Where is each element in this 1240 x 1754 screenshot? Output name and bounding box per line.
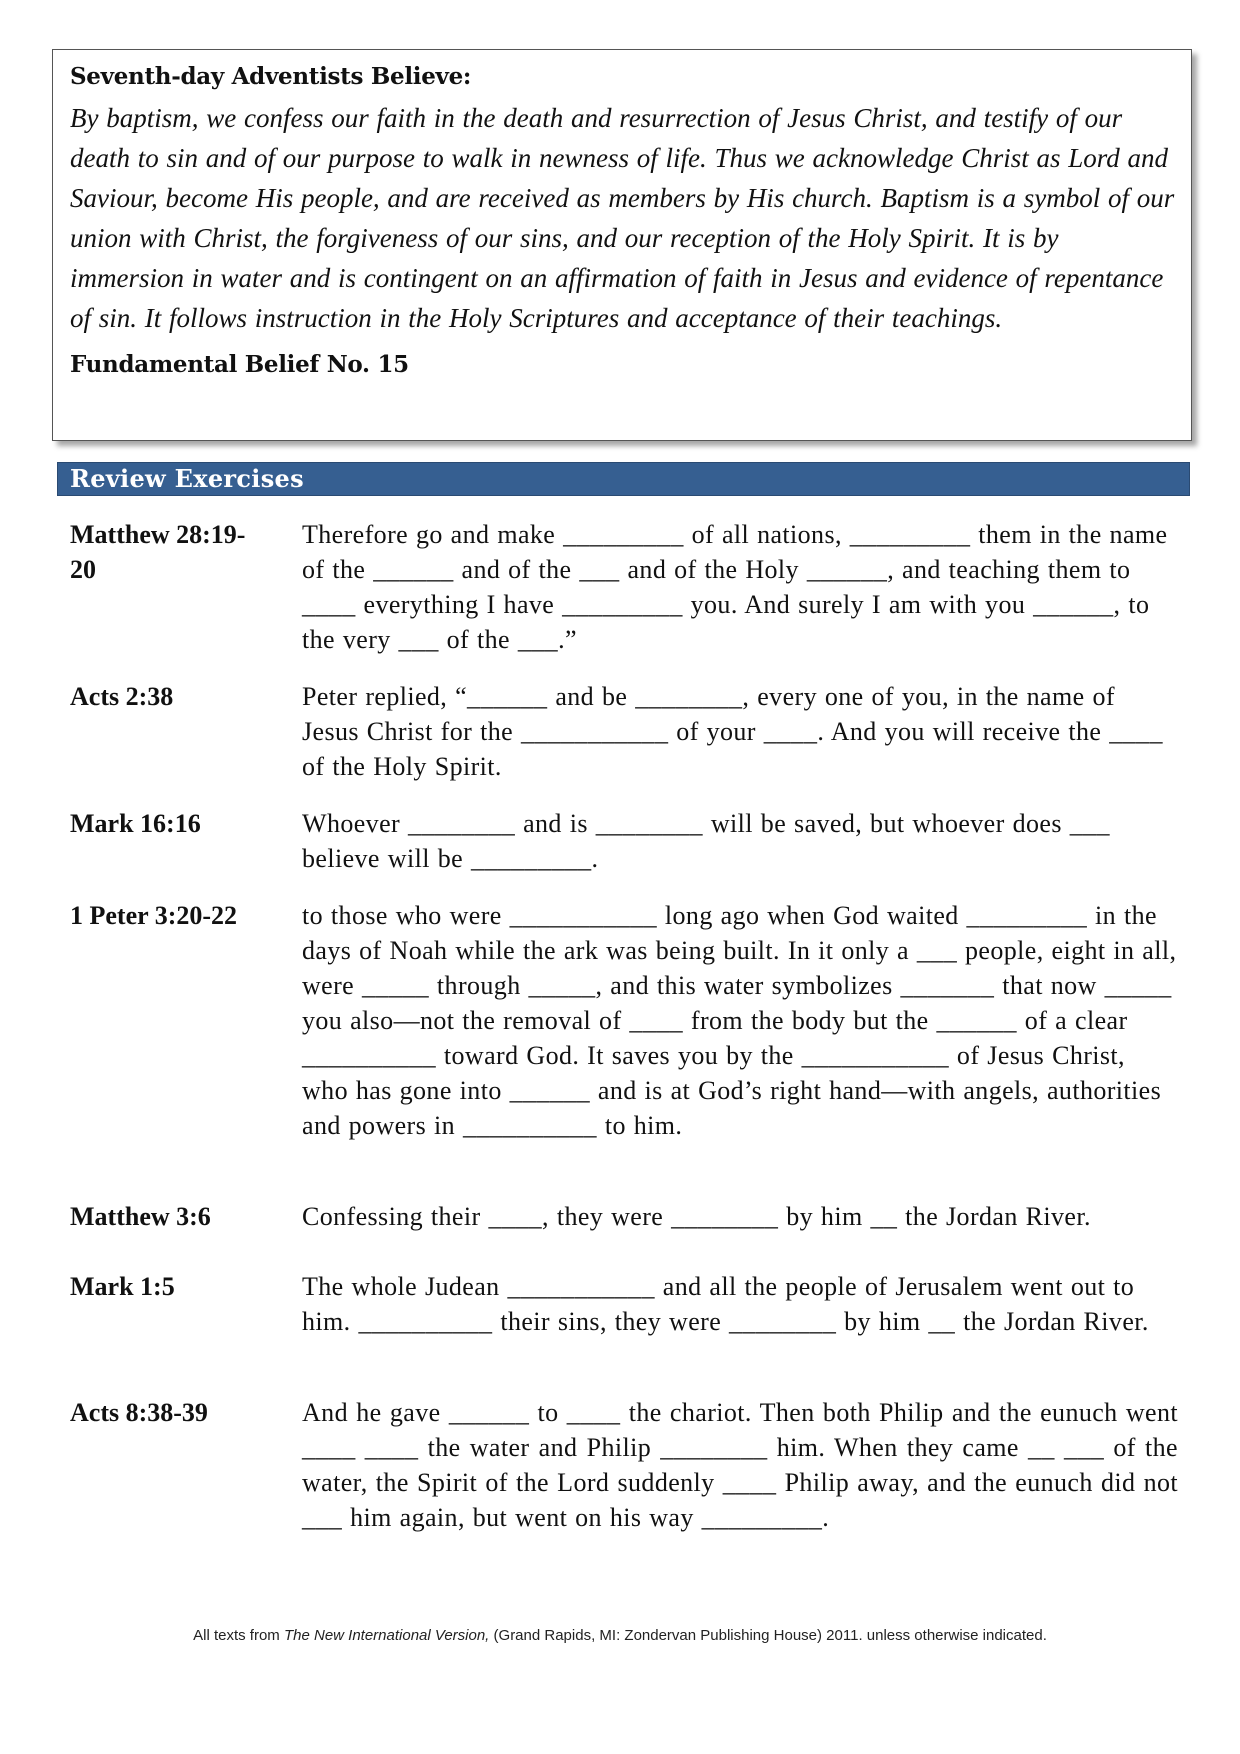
exercise-text: to those who were ___________ long ago when God waited _________ in the days of Noah while the ark was being built. In it only a ___ people, eight in all, were _____ through _____, and this water symbolizes _______ that now _____ you also—not the removal of ____ from the body but the ______ of a clear __________ toward God. It saves you by the ___________ of Jesus Christ, who has gone into ______ and is at God’s right hand—with angels, authorities and powers in __________ to him. bbox=[302, 901, 1177, 1140]
exercise-reference: Acts 2:38 bbox=[70, 682, 174, 711]
exercise-reference: Acts 8:38-39 bbox=[70, 1398, 208, 1427]
exercise-reference: 1 Peter 3:20-22 bbox=[70, 901, 238, 930]
exercise-text: Confessing their ____, they were ________ by him __ the Jordan River. bbox=[302, 1202, 1091, 1231]
review-exercises-heading: Review Exercises bbox=[57, 462, 1190, 496]
belief-box bbox=[52, 49, 1192, 441]
exercise-reference: Matthew 28:19-20 bbox=[70, 520, 246, 584]
belief-reference: Fundamental Belief No. 15 bbox=[70, 351, 409, 378]
footnote-suffix: (Grand Rapids, MI: Zondervan Publishing House) 2011. unless otherwise indicated. bbox=[489, 1627, 1047, 1644]
exercise-reference: Mark 16:16 bbox=[70, 809, 201, 838]
exercise-text: And he gave ______ to ____ the chariot. Then both Philip and the eunuch went ____ ____ the water and Philip ________ him. When they came __ ___ of the water, the Spirit of the Lord suddenly ____ Philip away, and the eunuch did not ___ him again, but went on his way _________. bbox=[302, 1398, 1178, 1532]
exercise-reference: Mark 1:5 bbox=[70, 1272, 175, 1301]
exercise-text: Whoever ________ and is ________ will be saved, but whoever does ___ believe will be _________. bbox=[302, 809, 1110, 873]
footnote-source-title: The New International Version, bbox=[283, 1627, 490, 1644]
exercise-text: Therefore go and make _________ of all nations, _________ them in the name of the ______ and of the ___ and of the Holy ______, and teaching them to ____ everything I have _________ you. And surely I am with you ______, to the very ___ of the ___.” bbox=[302, 520, 1168, 654]
exercise-reference: Matthew 3:6 bbox=[70, 1202, 211, 1231]
exercise-text: Peter replied, “______ and be ________, every one of you, in the name of Jesus Christ for the ___________ of your ____. And you will receive the ____ of the Holy Spirit. bbox=[302, 682, 1163, 781]
exercise-text: The whole Judean ___________ and all the people of Jerusalem went out to him. __________ their sins, they were ________ by him __ the Jordan River. bbox=[302, 1272, 1149, 1336]
footnote bbox=[0, 1627, 1240, 1644]
footnote-prefix: All texts from bbox=[193, 1627, 284, 1644]
belief-body: By baptism, we confess our faith in the death and resurrection of Jesus Christ, and testify of our death to sin and of our purpose to walk in newness of life. Thus we acknowledge Christ as Lord and Saviour, become His people, and are received as members by His church. Baptism is a symbol of our union with Christ, the forgiveness of our sins, and our reception of the Holy Spirit. It is by immersion in water and is contingent on an affirmation of faith in Jesus and evidence of repentance of sin. It follows instruction in the Holy Scriptures and acceptance of their teachings. bbox=[70, 103, 1175, 333]
belief-heading: Seventh-day Adventists Believe: bbox=[70, 63, 472, 90]
